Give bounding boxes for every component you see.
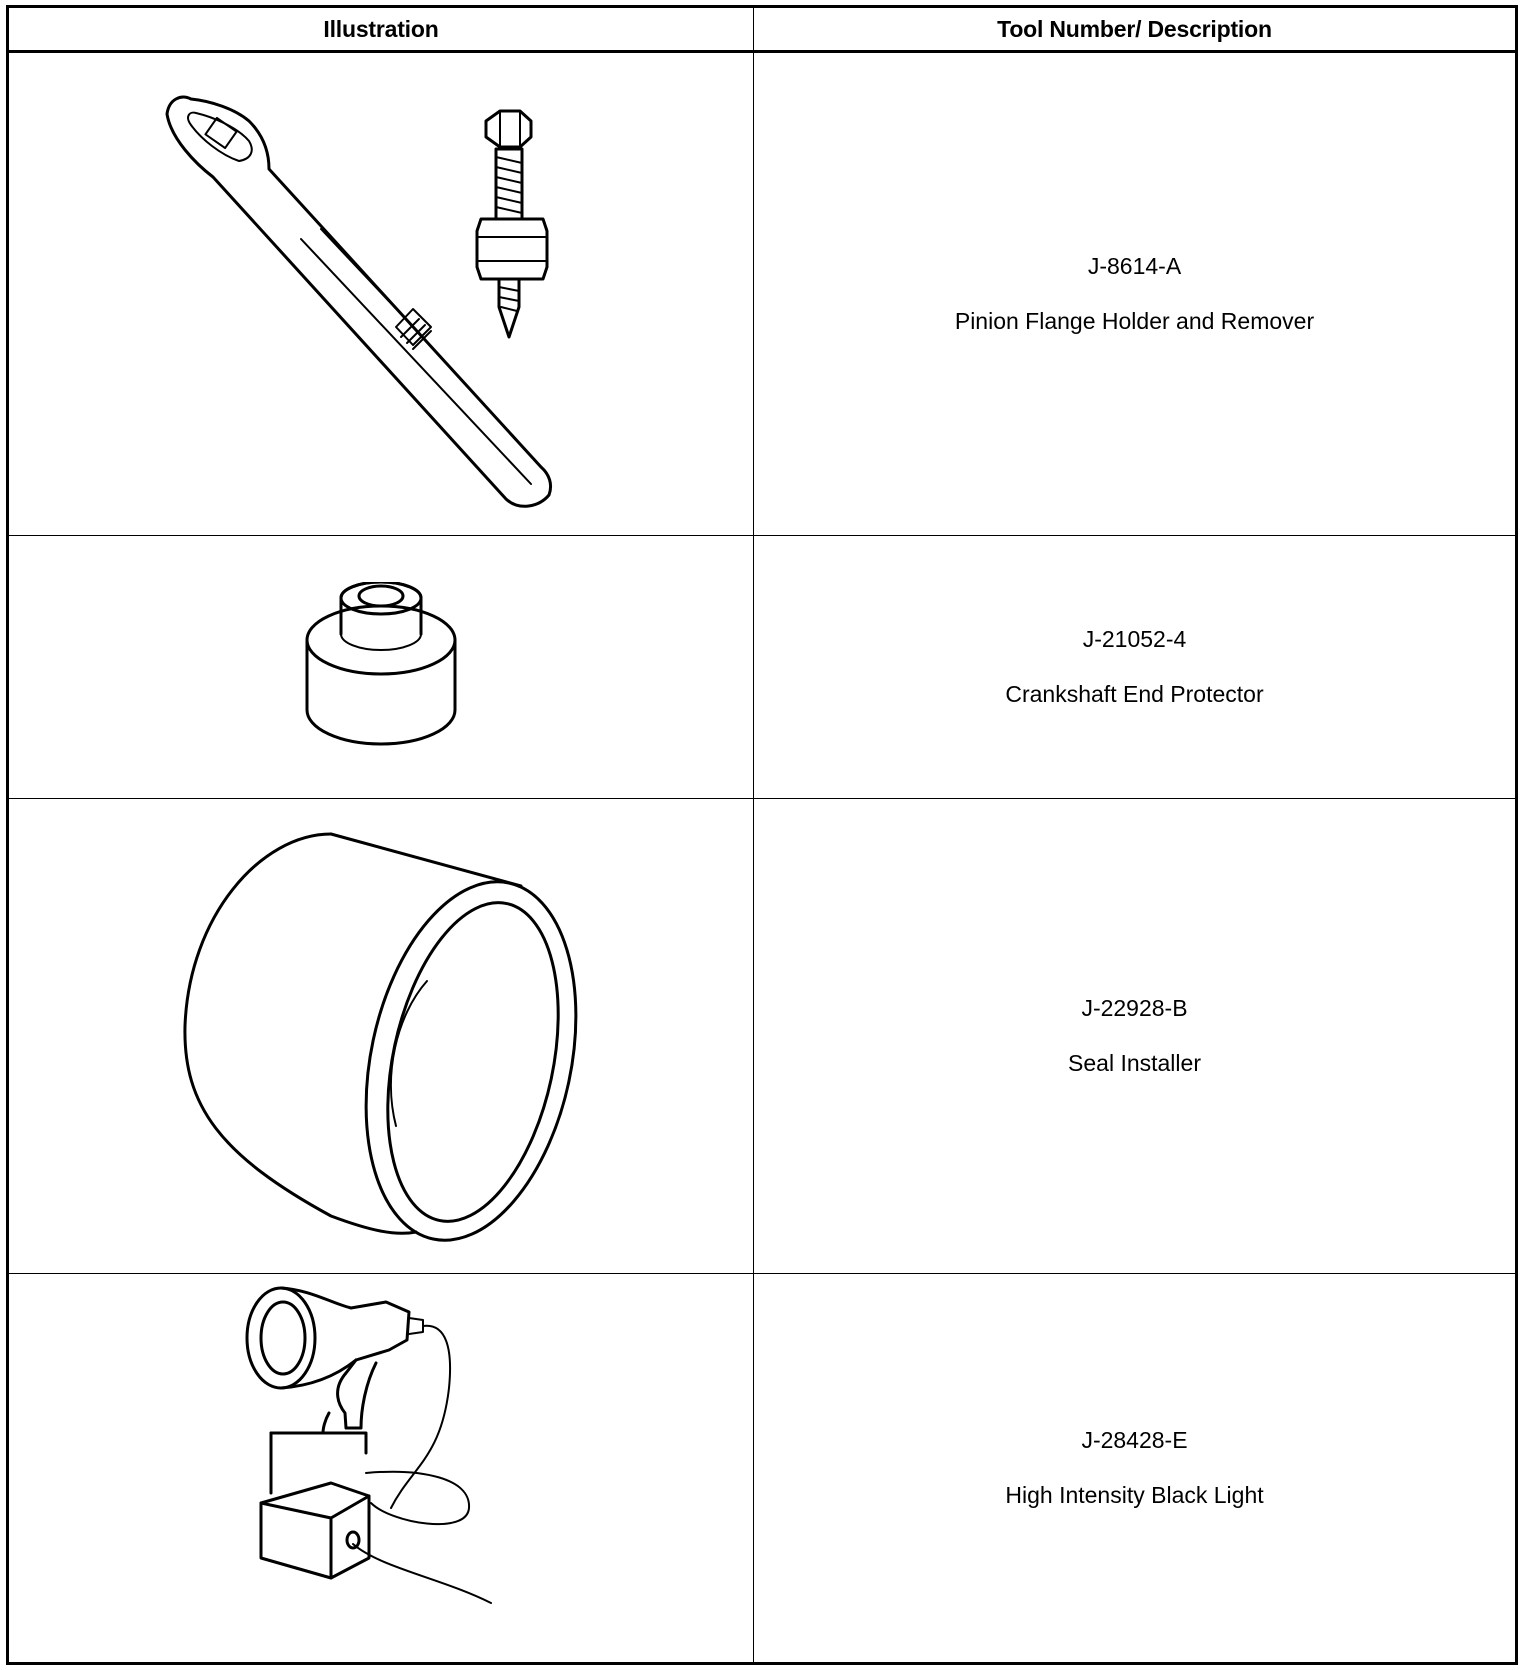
- header-row: [8, 7, 1517, 52]
- tool-description-cell: [754, 1274, 1517, 1664]
- special-tools-table: [6, 5, 1518, 1665]
- crankshaft-end-protector-icon: [281, 582, 481, 752]
- tool-number: J-8614-A: [1087, 253, 1182, 279]
- tool-description: Seal Installer: [1068, 1050, 1201, 1076]
- seal-installer-icon: [171, 826, 591, 1246]
- black-light-icon: [241, 1278, 521, 1658]
- tool-number: J-22928-B: [1081, 995, 1188, 1021]
- illustration-cell: [8, 536, 754, 799]
- illustration-cell: [8, 799, 754, 1274]
- pinion-flange-holder-icon: [151, 69, 611, 519]
- table-row: [8, 536, 1517, 799]
- tool-description: High Intensity Black Light: [1005, 1482, 1264, 1508]
- tool-description: Crankshaft End Protector: [1005, 681, 1264, 707]
- table-row: [8, 799, 1517, 1274]
- table-row: [8, 52, 1517, 536]
- tool-description-cell: [754, 536, 1517, 799]
- tool-description-cell: [754, 52, 1517, 536]
- tool-description: Pinion Flange Holder and Remover: [954, 308, 1315, 334]
- illustration-header: Illustration: [8, 7, 754, 52]
- illustration-cell: [8, 52, 754, 536]
- tool-description-cell: [754, 799, 1517, 1274]
- tool-number: J-21052-4: [1082, 626, 1187, 652]
- illustration-cell: [8, 1274, 754, 1664]
- tool-header: Tool Number/ Description: [754, 7, 1517, 52]
- table-row: [8, 1274, 1517, 1664]
- tool-number: J-28428-E: [1081, 1427, 1188, 1453]
